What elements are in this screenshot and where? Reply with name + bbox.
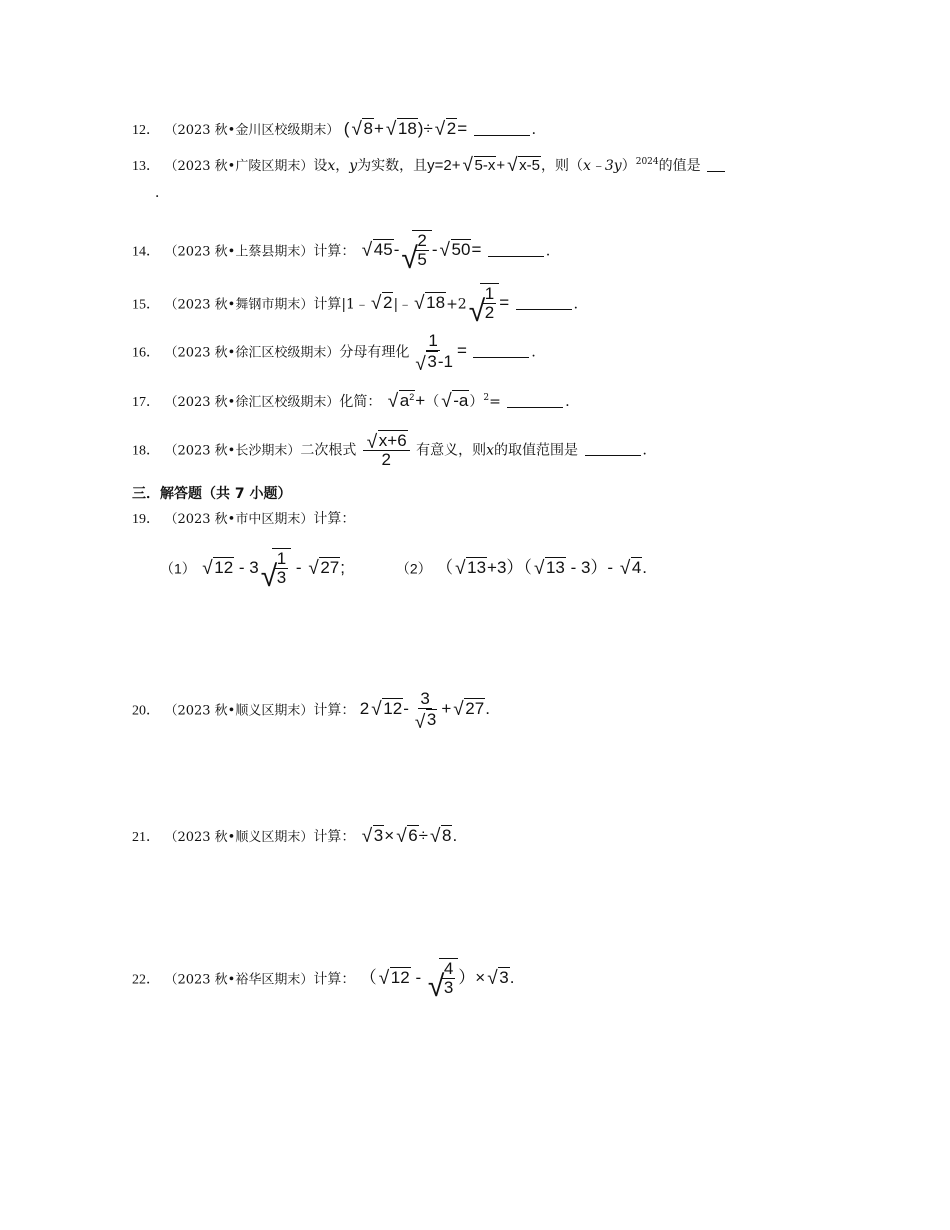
subpart-label: （2） xyxy=(395,560,432,577)
math-expression: √ x+6 2 xyxy=(361,439,412,458)
problem-13-cont xyxy=(155,186,169,200)
problem-19-parts xyxy=(160,548,648,593)
math-expression: ( √ 8+ √ 18)÷ √ 2= xyxy=(343,119,468,140)
text: |﹣ xyxy=(393,296,413,313)
period: ． xyxy=(573,296,588,313)
problem-12 xyxy=(132,118,546,138)
problem-19 xyxy=(132,512,355,527)
text: 化简： xyxy=(339,394,382,410)
math-expression: √ $\frac{1}{2}$ = xyxy=(468,284,510,328)
problem-source: （2023 秋•徐汇区校级期末） xyxy=(164,395,340,410)
math-expression: √ 2 xyxy=(370,293,393,315)
text: 二次根式 xyxy=(300,442,357,459)
problem-21 xyxy=(132,825,457,845)
period: ． xyxy=(642,442,657,459)
answer-blank[interactable] xyxy=(707,171,725,172)
problem-source: （2023 秋•广陵区期末） xyxy=(164,159,314,174)
problem-source: （2023 秋•顺义区期末） xyxy=(164,830,314,845)
problem-source: （2023 秋•顺义区期末） xyxy=(164,703,314,719)
text: 计算： xyxy=(313,243,356,260)
answer-blank[interactable] xyxy=(473,357,529,358)
section-heading: 三．解答题（共 7 小题） xyxy=(132,486,292,502)
math-expression: 2 √ 12- 3 √ 3 + √ 27. xyxy=(359,689,490,733)
period: ． xyxy=(565,394,580,410)
period: ． xyxy=(545,243,560,260)
problem-number: 16． xyxy=(132,345,160,361)
text: 计算： xyxy=(313,971,356,988)
math-expression: √ 3× √ 6÷ √ 8. xyxy=(361,826,458,847)
problem-source: （2023 秋•长沙期末） xyxy=(164,443,301,459)
problem-number: 20． xyxy=(132,703,160,719)
text: 的取值范围是 xyxy=(494,442,579,459)
problem-number: 14． xyxy=(132,244,160,260)
answer-blank[interactable] xyxy=(585,455,641,456)
problem-22 xyxy=(132,958,515,1003)
period: ． xyxy=(155,185,169,201)
problem-17: 17． （2023 秋•徐汇区校级期末）化简： √ $a^2+$（ √ -a）$^2$= ． xyxy=(132,391,580,412)
text: 计算： xyxy=(313,829,356,845)
problem-number: 12． xyxy=(132,123,160,138)
answer-blank[interactable] xyxy=(488,256,544,257)
problem-18 xyxy=(132,430,657,470)
text: +2 xyxy=(446,296,467,313)
problem-source: （2023 秋•裕华区期末） xyxy=(164,972,314,988)
text: （ xyxy=(425,394,440,410)
math-expression: √ $a^2+$ xyxy=(387,391,426,412)
problem-number: 17． xyxy=(132,395,160,410)
problem-15 xyxy=(132,283,588,328)
text: ） xyxy=(621,158,636,174)
text: ， xyxy=(335,158,350,174)
math-expression: √ 18 xyxy=(414,293,446,315)
text: 有意义，则 xyxy=(416,442,487,459)
period: ． xyxy=(531,122,546,138)
text: 计算： xyxy=(313,702,356,719)
text: 为实数，且 xyxy=(357,158,428,174)
problem-source: （2023 秋•市中区期末） xyxy=(164,512,314,527)
math-expression: √ 45- √ $\frac{2}{5}$ - √ 50= xyxy=(361,231,482,275)
text: 的值是 xyxy=(658,158,701,174)
expression: x﹣3y xyxy=(583,158,622,174)
math-expression: √ -a xyxy=(441,391,469,412)
var-x: x xyxy=(327,158,336,174)
problem-13 xyxy=(132,156,727,174)
math-expression: 1 √ 3-1 = xyxy=(415,331,467,375)
exponent: 2024 xyxy=(635,157,659,167)
text: 设 xyxy=(313,158,328,174)
answer-blank[interactable] xyxy=(474,135,530,136)
problem-source: （2023 秋•徐汇区校级期末） xyxy=(164,345,340,361)
math-expression: y=2+ √ 5-x+ √ x-5 xyxy=(427,155,540,176)
problem-14 xyxy=(132,230,560,275)
subpart-label: （1） xyxy=(160,560,196,577)
text: 分母有理化 xyxy=(339,344,410,361)
math-expression: （ √ 12 - √ $\frac{4}{3}$ ）× √ 3. xyxy=(359,959,515,1003)
text: 计算|1﹣ xyxy=(313,296,369,313)
problem-number: 19． xyxy=(132,512,160,527)
problem-number: 15． xyxy=(132,297,160,313)
problem-20 xyxy=(132,689,490,733)
problem-source: （2023 秋•舞钢市期末） xyxy=(164,297,314,313)
text: 计算： xyxy=(313,511,356,527)
problem-16 xyxy=(132,331,546,375)
text: ，则（ xyxy=(541,158,583,174)
problem-source: （2023 秋•上蔡县期末） xyxy=(164,244,314,260)
math-expression: √ 12 - 3 √ $\frac{1}{3}$ - √ 27; xyxy=(202,549,345,593)
var-x: x xyxy=(486,442,495,459)
problem-number: 22． xyxy=(132,972,160,988)
problem-number: 21． xyxy=(132,830,160,845)
answer-blank[interactable] xyxy=(507,407,563,408)
period: ． xyxy=(531,344,546,361)
exponent: 2 xyxy=(483,393,490,403)
math-expression: （ √ 13+3）（ √ 13 - 3）- √ 4. xyxy=(436,558,648,580)
problem-number: 18． xyxy=(132,443,160,459)
problem-source: （2023 秋•金川区校级期末） xyxy=(164,123,340,138)
var-y: y xyxy=(349,158,358,174)
text: ） xyxy=(469,394,484,410)
answer-blank[interactable] xyxy=(516,309,572,310)
problem-number: 13． xyxy=(132,159,160,174)
